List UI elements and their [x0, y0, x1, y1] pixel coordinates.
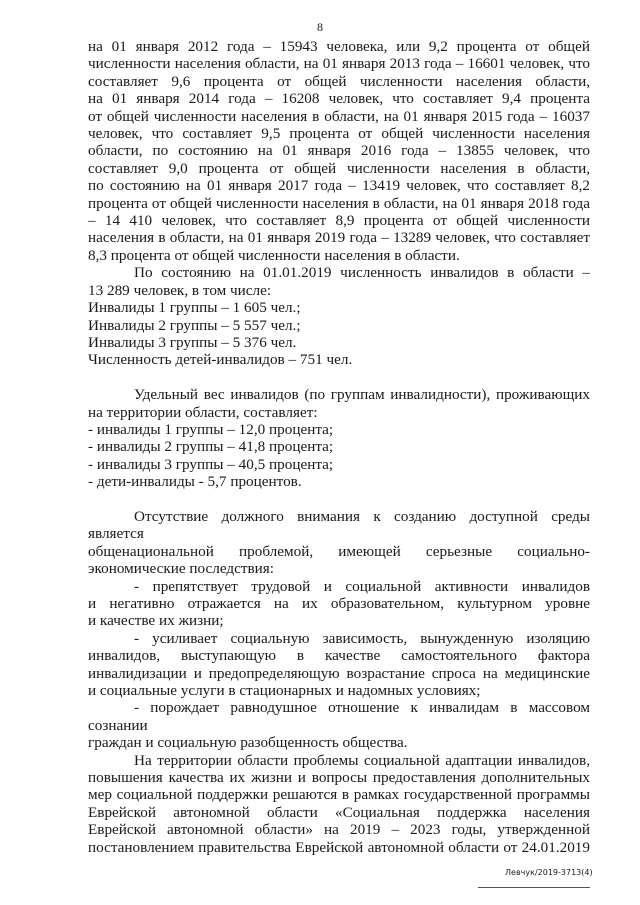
- text-line: на 01 января 2012 года – 15943 человека, или 9,2 процента от общей: [88, 38, 590, 55]
- text-line: области, по состоянию на 01 января 2016 года – 13855 человек, что: [88, 142, 590, 160]
- paragraph-population-stats: [88, 38, 590, 264]
- text-line: на территории области, составляет:: [88, 403, 318, 421]
- text-line: по состоянию на 01 января 2017 года – 13419 человек, что составляет 8,2: [88, 177, 590, 195]
- document-code: Левчук/2019-3713(4): [505, 868, 593, 877]
- text-line: человек, что составляет 9,5 процента от общей численности населения: [88, 125, 590, 143]
- paragraph-consequence-1: [88, 578, 590, 630]
- text-line: и социальные услуги в стационарных и надомных условиях;: [88, 682, 481, 699]
- text-line: процента от общей численности населения в области, на 01 января 2018 года: [88, 194, 590, 212]
- text-line: составляет 9,0 процента от общей численности населения в области,: [88, 159, 590, 177]
- text-line: 13 289 человек, в том числе:: [88, 281, 272, 299]
- paragraph-disabled-count: [88, 264, 590, 368]
- text-line: и качестве их жизни;: [88, 612, 224, 630]
- text-line: - препятствует трудовой и социальной активности инвалидов: [134, 577, 590, 595]
- text-line: Еврейской автономной области» на 2019 – 2023 годы, утвержденной: [88, 821, 590, 839]
- paragraph-state-program: [88, 752, 590, 856]
- text-line: 8,3 процента от общей численности населения в области.: [88, 246, 460, 264]
- text-line: общенациональной проблемой, имеющей серьезные социально-: [88, 542, 590, 560]
- page-number: 8: [317, 20, 323, 34]
- text-line: на 01 января 2014 года – 16208 человек, что составляет 9,4 процента: [88, 90, 590, 108]
- text-line: численности населения области, на 01 января 2013 года – 16601 человек, что: [88, 55, 590, 73]
- list-item: - инвалиды 3 группы – 40,5 процента;: [88, 455, 334, 473]
- list-item: Численность детей-инвалидов – 751 чел.: [88, 351, 353, 369]
- text-line: - порождает равнодушное отношение к инвалидам в массовом сознании: [88, 699, 590, 734]
- text-line: повышения качества их жизни и вопросы предоставления дополнительных: [88, 769, 590, 787]
- text-line: Отсутствие должного внимания к созданию доступной среды является: [88, 507, 590, 543]
- list-item: - инвалиды 1 группы – 12,0 процента;: [88, 420, 334, 438]
- text-line: - усиливает социальную зависимость, вынужденную изоляцию: [134, 629, 590, 647]
- paragraph-consequence-2: [88, 630, 590, 700]
- document-body: [88, 38, 590, 856]
- spacer: [88, 491, 590, 508]
- text-line: Еврейской автономной области «Социальная поддержка населения: [88, 803, 590, 821]
- list-item: - дети-инвалиды - 5,7 процентов.: [88, 473, 302, 491]
- text-line: мер социальной поддержки решаются в рамках государственной программы: [88, 786, 590, 804]
- text-line: – 14 410 человек, что составляет 8,9 процента от общей численности: [88, 212, 590, 230]
- text-line: инвалидов, выступающую в качестве самостоятельного фактора: [88, 647, 590, 665]
- list-item: - инвалиды 2 группы – 41,8 процента;: [88, 438, 334, 456]
- text-line: составляет 9,6 процента от общей численности населения области,: [88, 72, 590, 90]
- footer-divider: [478, 887, 590, 888]
- text-line: экономические последствия:: [88, 560, 275, 578]
- list-item: Инвалиды 2 группы – 5 557 чел.;: [88, 316, 301, 334]
- text-line: населения в области, на 01 января 2019 года – 13289 человек, что составляет: [88, 229, 590, 247]
- list-item: Инвалиды 3 группы – 5 376 чел.: [88, 333, 297, 351]
- text-line: Удельный вес инвалидов (по группам инвалидности), проживающих: [134, 386, 590, 404]
- paragraph-share-by-group: [88, 386, 590, 490]
- text-line: На территории области проблемы социальной адаптации инвалидов,: [134, 751, 590, 769]
- paragraph-accessibility-problem: [88, 508, 590, 578]
- text-line: инвалидизации и предопределяющую возрастание спроса на медицинские: [88, 664, 590, 682]
- text-line: постановлением правительства Еврейской автономной области от 24.01.2019: [88, 838, 590, 856]
- paragraph-consequence-3: [88, 699, 590, 751]
- text-line: граждан и социальную разобщенность общества.: [88, 734, 408, 752]
- spacer: [88, 369, 590, 386]
- list-item: Инвалиды 1 группы – 1 605 чел.;: [88, 299, 301, 317]
- text-line: от общей численности населения в области, на 01 января 2015 года – 16037: [88, 107, 590, 125]
- text-line: По состоянию на 01.01.2019 численность инвалидов в области –: [134, 264, 590, 282]
- text-line: и негативно отражается на их образовательном, культурном уровне: [88, 594, 590, 612]
